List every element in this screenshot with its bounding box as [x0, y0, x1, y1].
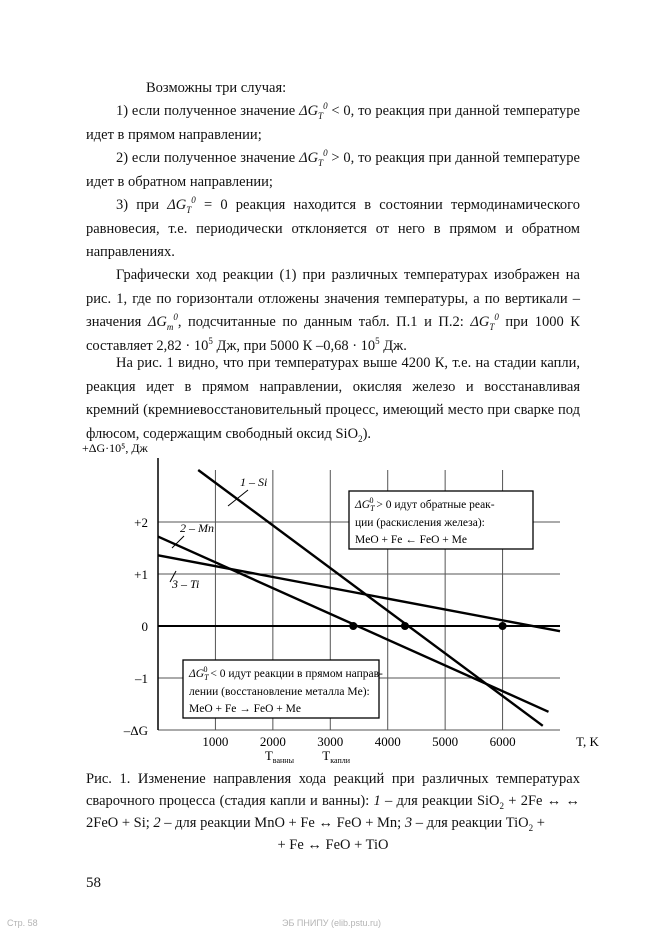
x-tick-label: 1000 [202, 734, 229, 749]
annotation-lower-line-2: лении (восстановление металла Me): [189, 686, 370, 698]
annotation-lower-line-1: $\Delta G_T0 < 0$ идут реакции в прямом направ- [189, 665, 383, 682]
x-sub-label: $T_{ванны}$ [264, 748, 294, 765]
paragraph-intro [86, 77, 580, 101]
text-graph-a: Графически ход реакции (1) при различных температурах изображен на рис. 1, где по горизонтали отложены значения температуры, а по вертикали – значения [86, 267, 580, 330]
x-tick-label: 4000 [374, 734, 401, 749]
annotation-upper-line-1: $\Delta G_T0 > 0$ идут обратные реак- [355, 496, 495, 513]
caption-reaction-3: – для реакции TiO [412, 815, 529, 831]
chart-figure [0, 440, 665, 765]
caption-reaction-3b: + [533, 815, 545, 831]
text-case-1-b: < 0, то реакция при данной температуре идет в прямом направлении; [86, 103, 580, 143]
exponent: 5 [375, 335, 380, 346]
text-graph-e: Дж. [379, 337, 407, 354]
annotation-upper-line-3: MeO + Fe ← FeO + Me [355, 534, 467, 546]
text-graph-d: Дж, при 5000 К –0,68 · 10 [212, 337, 376, 354]
paragraph-case-1 [86, 100, 580, 147]
text-three-cases: Возможны три случая: [146, 80, 287, 96]
text-case-2-b: > 0, то реакция при данной температуре идет в обратном направлении; [86, 150, 580, 190]
y-tick-label: –1 [135, 671, 148, 686]
paragraph-case-2 [86, 147, 580, 194]
footer-library: ЭБ ПНИПУ (elib.pstu.ru) [282, 918, 382, 928]
caption-reaction-2: – для реакции MnO + Fe ↔ FeO + Mn; [160, 815, 405, 831]
subscript: 2 [499, 800, 505, 811]
y-tick-label: +2 [134, 515, 148, 530]
series-label-1: 1 – Si [240, 475, 268, 489]
caption-number-2: 2 [153, 815, 161, 831]
delta-g-symbol: $\Delta G_T^0$ [299, 101, 328, 121]
zero-crossing-point [349, 622, 357, 630]
x-axis-label: T, K [576, 734, 599, 749]
annotation-lower-line-3: MeO + Fe → FeO + Me [189, 703, 301, 715]
zero-crossing-point [401, 622, 409, 630]
y-tick-label: +1 [134, 567, 148, 582]
paragraph-case-3 [86, 194, 580, 265]
series-label-3: 3 – Ti [172, 577, 200, 591]
text-conclusion-end: ). [362, 425, 372, 442]
text-case-1-a: 1) если полученное значение [116, 103, 300, 119]
zero-crossing-point [499, 622, 507, 630]
text-conclusion: На рис. 1 видно, что при температурах выше 4200 К, т.е. на стадии капли, реакция идет в прямом направлении, окисляя железо и восстанавливая кремний (кремниевосстановительный процесс, имеющий место при сварке под флюсом, содержащим свободный оксид SiO [86, 355, 580, 442]
x-tick-label: 5000 [432, 734, 459, 749]
series-label-2: 2 – Mn [180, 521, 214, 535]
y-tick-label: –ΔG [123, 723, 148, 738]
y-tick-label: 0 [141, 619, 148, 634]
x-sub-label: $T_{капли}$ [322, 748, 351, 765]
figure-caption [86, 768, 580, 856]
footer-page: Стр. 58 [7, 918, 38, 928]
series-line-3 [158, 555, 560, 631]
delta-g-symbol: $\Delta G_T^0$ [299, 148, 328, 168]
paragraph-graph-description [86, 264, 580, 358]
delta-g-symbol: $\Delta G_T^0$ [470, 312, 499, 332]
subscript: 2 [358, 433, 363, 444]
subscript: 2 [528, 822, 534, 833]
x-tick-label: 6000 [489, 734, 516, 749]
caption-number-1: 1 [373, 793, 381, 809]
caption-number-3: 3 [404, 815, 413, 831]
delta-g-symbol: $\Delta G_T^0$ [167, 195, 196, 215]
text-case-3-a: 3) при [116, 197, 168, 213]
chart-annotations [183, 491, 533, 718]
annotation-upper-line-2: ции (раскисления железа): [355, 517, 485, 529]
paragraph-conclusion [86, 352, 580, 446]
text-case-2-a: 2) если полученное значение [116, 150, 300, 166]
x-tick-label: 3000 [317, 734, 344, 749]
x-tick-label: 2000 [259, 734, 286, 749]
caption-line-3: + Fe ↔ FeO + TiO [277, 837, 389, 853]
delta-g-symbol: $\Delta G_т^0$ [147, 312, 178, 332]
text-graph-b: , подсчитанные по данным табл. П.1 и П.2: [177, 314, 471, 330]
exponent: 5 [208, 335, 213, 346]
page-number: 58 [86, 875, 101, 891]
text-case-3-b: = 0 реакция находится в состоянии термодинамического равновесия, т.е. периодически отклоняется от него в прямом и обратном направлениях. [86, 197, 580, 260]
caption-reaction-1: – для реакции SiO [380, 793, 500, 809]
y-axis-label: +ΔG·10⁵, Дж [82, 441, 148, 455]
text-graph-c: при 1000 К составляет 2,82 · 10 [86, 314, 580, 354]
caption-reaction-1b: + 2Fe ↔ ↔ 2FeO + Si; [86, 793, 580, 831]
caption-text: Рис. 1. Изменение направления хода реакций при различных температурах сварочного процесса (стадия капли и ванны): [86, 771, 580, 809]
